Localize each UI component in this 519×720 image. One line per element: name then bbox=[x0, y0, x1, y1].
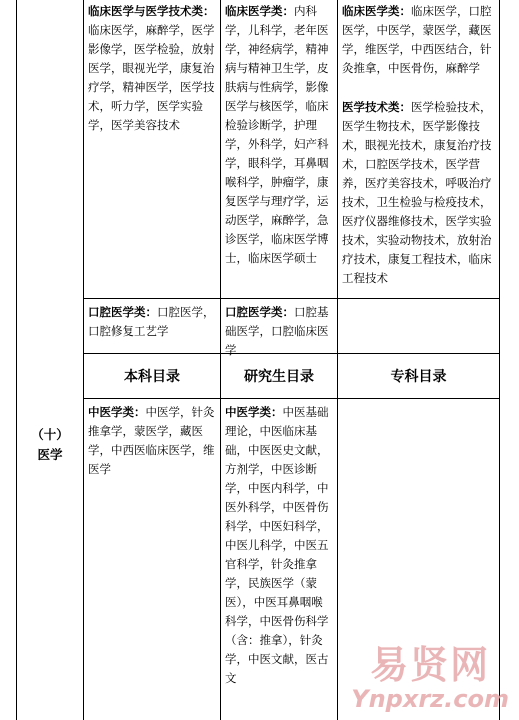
undergrad-tcm-cell bbox=[84, 401, 220, 481]
header-vocational: 专科目录 bbox=[390, 369, 447, 385]
table-border-left bbox=[16, 0, 17, 720]
undergrad-stomatology-title: 口腔医学类： bbox=[88, 305, 157, 319]
undergrad-tcm-body: 中医学，针灸推拿学，蒙医学，藏医学，中西医临床医学，维医学 bbox=[88, 405, 215, 476]
grad-tcm-cell bbox=[221, 401, 337, 690]
vocational-medtech-body: 医学检验技术，医学生物技术，医学影像技术，眼视光技术，康复治疗技术，口腔医学技术，医学营养，医疗美容技术，呼吸治疗技术，卫生检验与检疫技术，医疗仪器维修技术，医学实验技术，实验动物技术，放射治疗技术，康复工程技术，临床工程技术 bbox=[342, 100, 492, 285]
row-divider-3 bbox=[83, 398, 500, 399]
undergrad-tcm-title: 中医学类： bbox=[88, 405, 146, 419]
header-grad: 研究生目录 bbox=[244, 369, 314, 385]
header-undergrad: 本科目录 bbox=[124, 369, 180, 385]
undergrad-clinical-body: 临床医学，麻醉学，医学影像学，医学检验，放射医学，眼视光学，康复治疗学，精神医学，医学技术，听力学，医学实验学，医学美容技术 bbox=[88, 23, 215, 132]
vocational-medtech-cell bbox=[338, 96, 499, 290]
grad-tcm-title: 中医学类： bbox=[225, 405, 283, 419]
category-number: （十） bbox=[31, 427, 69, 442]
grad-clinical-cell bbox=[221, 0, 337, 270]
grad-clinical-body: 内科学，儿科学，老年医学，神经病学，精神病与精神卫生学，皮肤病与性病学，影像医学与核医学，临床检验诊断学，护理学，外科学，妇产科学，眼科学，耳鼻咽喉科学，肿瘤学，康复医学与理疗学，运动医学，麻醉学，急诊医学，临床医学博士，临床医学硕士 bbox=[225, 4, 329, 265]
vocational-clinical-cell bbox=[338, 0, 499, 80]
watermark-logo bbox=[351, 644, 509, 712]
undergrad-stomatology-body: 口腔医学，口腔修复工艺学 bbox=[88, 305, 215, 338]
category-label bbox=[17, 425, 83, 465]
watermark-cn: 易贤网 bbox=[370, 643, 491, 687]
watermark-en: Ynpxrz.com bbox=[351, 685, 509, 713]
grad-clinical-title: 临床医学类： bbox=[225, 4, 294, 18]
undergrad-stomatology-cell bbox=[84, 301, 220, 343]
category-name: 医学 bbox=[37, 447, 63, 462]
grad-stomatology-title: 口腔医学类： bbox=[225, 305, 294, 319]
grad-stomatology-cell bbox=[221, 301, 337, 362]
grad-tcm-body: 中医基础理论，中医临床基础，中医医史文献，方剂学，中医诊断学，中医内科学，中医外科学，中医骨伤科学，中医妇科学，中医儿科学，中医五官科学，针灸推拿学，民族医学（蒙医），中医耳鼻咽喉科学，中医骨伤科学（含：推拿），针灸学，中医文献，医古文 bbox=[225, 405, 329, 685]
vocational-medtech-title: 医学技术类： bbox=[342, 100, 411, 114]
undergrad-clinical-title: 临床医学与医学技术类： bbox=[88, 4, 215, 18]
grad-stomatology-body: 口腔基础医学，口腔临床医学 bbox=[225, 305, 329, 357]
undergrad-clinical-cell bbox=[84, 0, 220, 137]
table-border-right bbox=[499, 0, 500, 720]
row-divider-1 bbox=[83, 298, 500, 299]
vocational-clinical-body: 临床医学，口腔医学，中医学，蒙医学，藏医学，维医学，中西医结合，针灸推拿，中医骨伤，麻醉学 bbox=[342, 4, 492, 75]
vocational-clinical-title: 临床医学类： bbox=[342, 4, 411, 18]
